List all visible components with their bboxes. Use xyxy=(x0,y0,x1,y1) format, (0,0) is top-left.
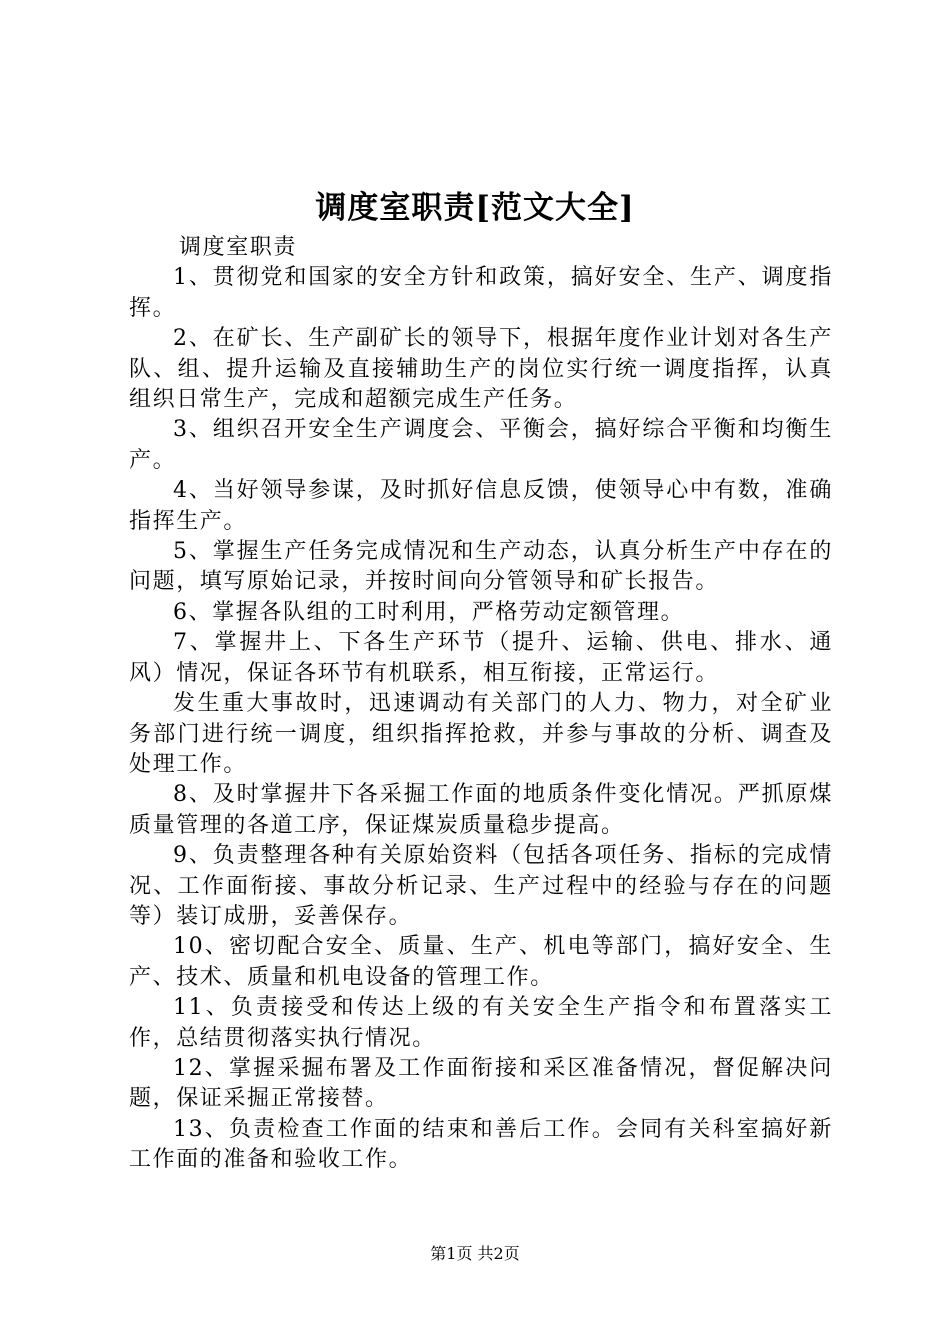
paragraph-9: 9、负责整理各种有关原始资料（包括各项任务、指标的完成情况、工作面衔接、事故分析记录、生产过程中的经验与存在的问题等）装订成册，妥善保存。 xyxy=(129,843,833,929)
paragraph-2: 2、在矿长、生产副矿长的领导下，根据年度作业计划对各生产队、组、提升运输及直接辅助生产的岗位实行统一调度指挥，认真组织日常生产，完成和超额完成生产任务。 xyxy=(129,326,833,413)
document-body xyxy=(129,233,833,1176)
paragraph-4: 4、当好领导参谋，及时抓好信息反馈，使领导心中有数，准确指挥生产。 xyxy=(129,478,833,534)
paragraph-12: 12、掌握采掘布署及工作面衔接和采区准备情况，督促解决问题，保证采掘正常接替。 xyxy=(129,1055,833,1112)
paragraph-7: 7、掌握井上、下各生产环节（提升、运输、供电、排水、通风）情况，保证各环节有机联系，相互衔接，正常运行。 xyxy=(129,630,833,686)
paragraph-5: 5、掌握生产任务完成情况和生产动态，认真分析生产中存在的问题，填写原始记录，并按时间向分管领导和矿长报告。 xyxy=(129,539,833,595)
document-title: 调度室职责[范文大全] xyxy=(315,190,635,226)
paragraph-8: 8、及时掌握井下各采掘工作面的地质条件变化情况。严抓原煤质量管理的各道工序，保证煤炭质量稳步提高。 xyxy=(129,782,833,838)
paragraph-6: 6、掌握各队组的工时利用，严格劳动定额管理。 xyxy=(173,599,685,625)
page-footer: 第1页 共2页 xyxy=(430,1244,520,1263)
paragraph-3: 3、组织召开安全生产调度会、平衡会，搞好综合平衡和均衡生产。 xyxy=(129,417,833,473)
section-heading: 调度室职责 xyxy=(179,235,298,260)
paragraph-1: 1、贯彻党和国家的安全方针和政策，搞好安全、生产、调度指挥。 xyxy=(129,265,833,321)
paragraph-11: 11、负责接受和传达上级的有关安全生产指令和布置落实工作，总结贯彻落实执行情况。 xyxy=(129,995,833,1051)
paragraph-10: 10、密切配合安全、质量、生产、机电等部门，搞好安全、生产、技术、质量和机电设备的管理工作。 xyxy=(129,934,833,990)
paragraph-accident: 发生重大事故时，迅速调动有关部门的人力、物力，对全矿业务部门进行统一调度，组织指挥抢救，并参与事故的分析、调查及处理工作。 xyxy=(129,691,833,777)
paragraph-13: 13、负责检查工作面的结束和善后工作。会同有关科室搞好新工作面的准备和验收工作。 xyxy=(129,1116,833,1173)
